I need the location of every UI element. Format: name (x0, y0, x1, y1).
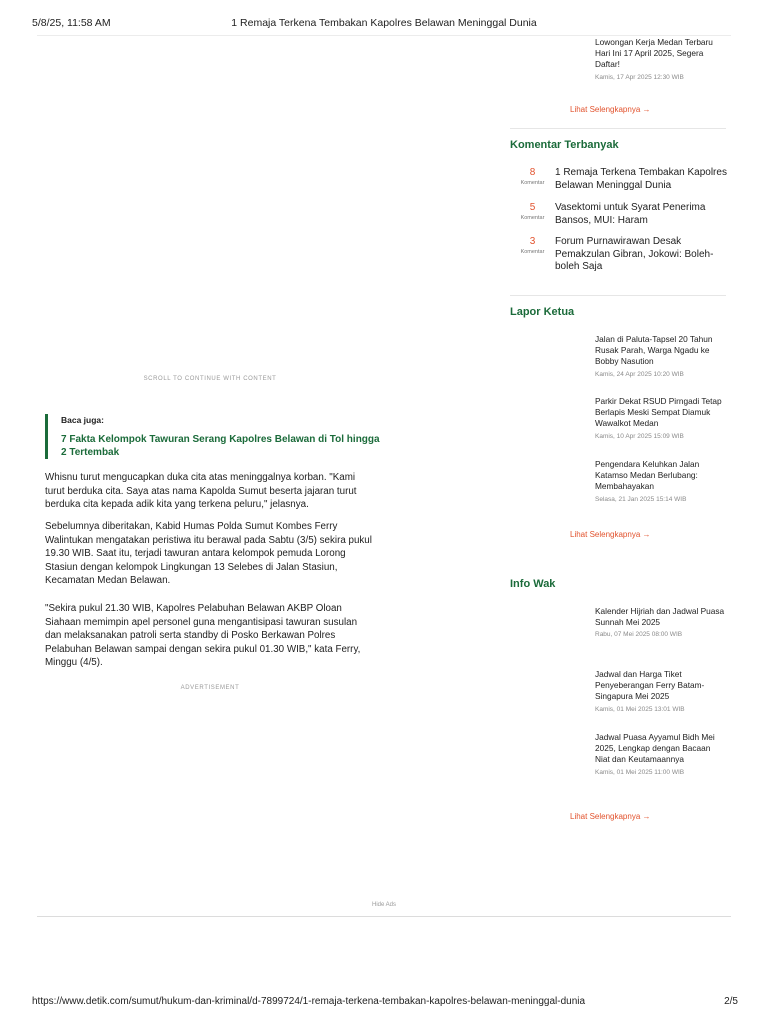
news-title[interactable]: Lowongan Kerja Medan Terbaru Hari Ini 17 April 2025, Segera Daftar! (595, 37, 713, 70)
article-paragraph: "Sekira pukul 21.30 WIB, Kapolres Pelabuhan Belawan AKBP Oloan Siahaan memimpin apel personel guna mengantisipasi tawuran susulan dan melaksanakan patroli serta standby di Posko Berkawan Polres Pelabuhan Belawan sampai dengan sekira pukul 01.30 WIB," kata Ferry, Minggu (4/5). (45, 603, 361, 669)
baca-juga-link[interactable]: 7 Fakta Kelompok Tawuran Serang Kapolres Belawan di Tol hingga 2 Tertembak (61, 434, 380, 458)
comment-label: Komentar (520, 215, 545, 221)
komentar-item[interactable] (510, 167, 730, 192)
bottom-divider (37, 916, 731, 917)
news-item[interactable] (595, 606, 725, 638)
komentar-item[interactable] (510, 202, 730, 227)
news-date: Kamis, 24 Apr 2025 10:20 WIB (595, 370, 684, 378)
see-more-link-top[interactable]: Lihat Selengkapnya → (570, 105, 651, 114)
news-date: Kamis, 17 Apr 2025 12:30 WIB (595, 73, 684, 81)
news-item[interactable] (595, 732, 725, 776)
sidebar-divider (510, 128, 726, 129)
see-more-link-info[interactable]: Lihat Selengkapnya → (570, 812, 651, 821)
news-title[interactable]: Pengendara Keluhkan Jalan Katamso Medan Berlubang: Membahayakan (595, 459, 700, 492)
komentar-title[interactable]: 1 Remaja Terkena Tembakan Kapolres Belawan Meninggal Dunia (555, 167, 727, 191)
article-paragraph: Whisnu turut mengucapkan duka cita atas meninggalnya korban. "Kami turut berduka cita. Saya atas nama Kapolda Sumut beserta jajaran turut berduka cita kepada adik kita yang terkena peluru," jelasnya. (45, 472, 357, 511)
komentar-item[interactable] (510, 236, 730, 274)
sidebar-divider (510, 295, 726, 296)
lapor-ketua-heading: Lapor Ketua (510, 306, 575, 318)
news-item[interactable] (595, 334, 725, 378)
see-more-link-lapor[interactable]: Lihat Selengkapnya → (570, 530, 651, 539)
news-title[interactable]: Parkir Dekat RSUD Pirngadi Tetap Berlapis Meski Sempat Diamuk Wawalkot Medan (595, 396, 722, 429)
scroll-notice: SCROLL TO CONTINUE WITH CONTENT (143, 376, 277, 382)
print-url: https://www.detik.com/sumut/hukum-dan-kriminal/d-7899724/1-remaja-terkena-tembakan-kapolres-belawan-meninggal-dunia (32, 996, 586, 1007)
comment-count: 8 (529, 167, 536, 178)
advertisement-label: ADVERTISEMENT (180, 685, 240, 691)
news-item[interactable] (595, 459, 725, 503)
hide-ads-button[interactable]: Hide Ads (371, 902, 396, 908)
print-datetime: 5/8/25, 11:58 AM (32, 17, 111, 29)
news-title[interactable]: Jalan di Paluta-Tapsel 20 Tahun Rusak Parah, Warga Ngadu ke Bobby Nasution (595, 334, 713, 367)
news-item-top[interactable] (595, 37, 725, 81)
comment-label: Komentar (520, 180, 545, 186)
info-wak-heading: Info Wak (510, 578, 556, 590)
comment-label: Komentar (520, 249, 545, 255)
print-title: 1 Remaja Terkena Tembakan Kapolres Belawan Meninggal Dunia (231, 17, 537, 29)
article-paragraph: Sebelumnya diberitakan, Kabid Humas Polda Sumut Kombes Ferry Walintukan mengatakan peristiwa itu berawal pada Sabtu (3/5) sekira pukul 19.30 WIB. Saat itu, terjadi tawuran antara kelompok pemuda Lorong Stasiun dengan kelompok Lingkungan 13 Selebes di Jalan Stasiun, Kecamatan Medan Belawan. (45, 521, 372, 587)
baca-juga-label: Baca juga: (61, 415, 104, 425)
top-divider (37, 35, 731, 36)
news-date: Rabu, 07 Mei 2025 08:00 WIB (595, 631, 683, 639)
news-item[interactable] (595, 669, 725, 713)
news-title[interactable]: Jadwal dan Harga Tiket Penyeberangan Ferry Batam-Singapura Mei 2025 (595, 669, 705, 702)
news-title[interactable]: Jadwal Puasa Ayyamul Bidh Mei 2025, Lengkap dengan Bacaan Niat dan Keutamaannya (595, 732, 715, 765)
komentar-title[interactable]: Vasektomi untuk Syarat Penerima Bansos, MUI: Haram (555, 202, 706, 226)
news-title[interactable]: Kalender Hijriah dan Jadwal Puasa Sunnah Mei 2025 (595, 606, 725, 628)
news-date: Selasa, 21 Jan 2025 15:14 WIB (595, 495, 687, 503)
news-date: Kamis, 01 Mei 2025 11:00 WIB (595, 768, 685, 776)
page-number: 2/5 (724, 996, 738, 1007)
news-date: Kamis, 01 Mei 2025 13:01 WIB (595, 705, 685, 713)
komentar-title[interactable]: Forum Purnawirawan Desak Pemakzulan Gibran, Jokowi: Boleh-boleh Saja (555, 236, 714, 273)
news-date: Kamis, 10 Apr 2025 15:09 WIB (595, 432, 684, 440)
baca-juga-box (45, 414, 381, 459)
comment-count: 3 (529, 236, 536, 247)
news-item[interactable] (595, 396, 725, 440)
komentar-heading: Komentar Terbanyak (510, 139, 619, 151)
comment-count: 5 (529, 202, 536, 213)
